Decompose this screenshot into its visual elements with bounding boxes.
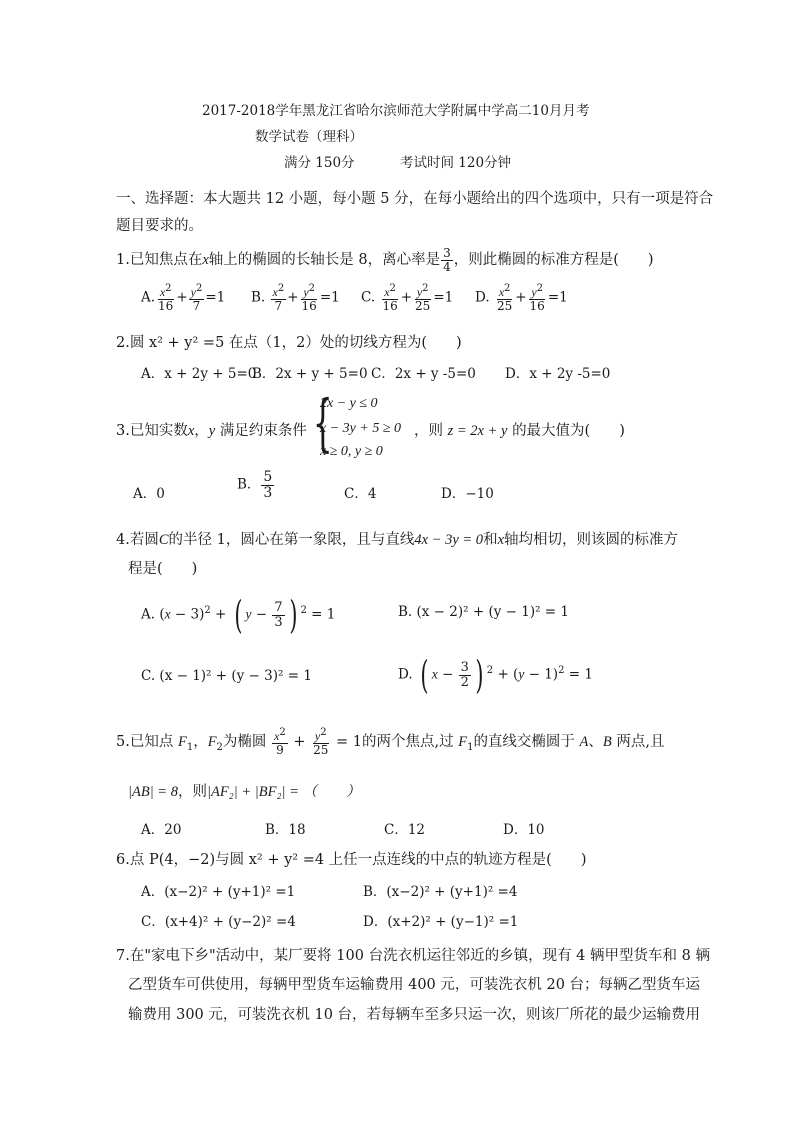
exam-time: 考试时间 120分钟 <box>400 155 512 171</box>
question-2: 2.圆 x² + y² =5 在点（1，2）处的切线方程为( ) <box>116 335 462 351</box>
question-5: 5.已知点 $F_1$，$F_2$为椭圆 $\frac{x^2}{9}$ + $\frac{y^2}{25}$ = 1的两个焦点,过 $F_1$的直线交椭圆于 A、B 两点,且 <box>116 727 665 757</box>
q2-option-b[interactable]: B．2x + y + 5=0 <box>252 366 368 382</box>
q6-option-d[interactable]: D．(x+2)² + (y−1)² =1 <box>363 914 519 930</box>
q5-option-c[interactable]: C．12 <box>384 822 426 838</box>
question-6: 6.点 P(4，−2)与圆 x² + y² =4 上任一点连线的中点的轨迹方程是( ) <box>116 852 587 868</box>
eccentricity-fraction: $\frac{3}{4}$ <box>443 246 451 274</box>
q3-option-b[interactable]: B． $\frac{5}{3}$ <box>237 469 273 501</box>
constraint-3: x ≥ 0, y ≥ 0 <box>320 444 383 459</box>
exam-subtitle: 数学试卷（理科） <box>255 129 363 145</box>
q6-option-b[interactable]: B．(x−2)² + (y+1)² =4 <box>363 884 518 900</box>
q6-option-a[interactable]: A．(x−2)² + (y+1)² =1 <box>141 884 296 900</box>
q5-option-d[interactable]: D．10 <box>503 822 545 838</box>
q5-option-a[interactable]: A．20 <box>141 822 182 838</box>
question-3: 3.已知实数x，y 满足约束条件 <box>116 423 307 439</box>
q1-option-b[interactable]: B. $\frac{x^2}{7}$ + $\frac{y^2}{16}$ =1 <box>251 283 340 313</box>
question-5-cont: |AB| = 8，则|AF₂| + |BF₂| = （ ） <box>128 784 361 800</box>
constraint-2: x − 3y + 5 ≥ 0 <box>320 421 402 436</box>
q2-option-d[interactable]: D．x + 2y -5=0 <box>505 366 611 382</box>
section-heading: 一、选择题：本大题共 12 小题，每小题 5 分，在每小题给出的四个选项中，只有一项是符合 <box>116 191 714 207</box>
q4-option-d[interactable]: D. ( x − $\frac{3}{2}$ ) $^2 + (y - 1)^2 = 1$ <box>398 653 593 697</box>
q3-option-a[interactable]: A．0 <box>133 486 165 502</box>
question-7-line-3: 输费用 300 元，可装洗衣机 10 台，若每辆车至多只运一次，则该厂所花的最少运输费用 <box>128 1007 701 1023</box>
q4-option-c[interactable]: C. (x − 1)² + (y − 3)² = 1 <box>141 668 312 684</box>
q3-option-d[interactable]: D．−10 <box>441 486 494 502</box>
q5-option-b[interactable]: B．18 <box>265 822 306 838</box>
q6-option-c[interactable]: C．(x+4)² + (y−2)² =4 <box>141 914 296 930</box>
question-4: 4.若圆C的半径 1，圆心在第一象限，且与直线4x − 3y = 0和x轴均相切，则该圆的标准方 <box>116 532 678 548</box>
constraint-1: 2x − y ≤ 0 <box>320 396 378 411</box>
full-marks: 满分 150分 <box>284 155 355 171</box>
q2-option-a[interactable]: A．x + 2y + 5=0 <box>141 366 257 382</box>
question-1: 1.已知焦点在x轴上的椭圆的长轴长是 8，离心率是 $\frac{3}{4}$ ，则此椭圆的标准方程是( ) <box>116 246 654 274</box>
section-heading-cont: 题目要求的。 <box>116 218 203 234</box>
question-4-cont: 程是( ) <box>128 561 198 577</box>
question-7: 7.在"家电下乡"活动中，某厂要将 100 台洗衣机运往邻近的乡镇，现有 4 辆甲型货车和 8 辆 <box>116 948 710 964</box>
q4-option-b[interactable]: B. (x − 2)² + (y − 1)² = 1 <box>398 604 569 620</box>
q2-option-c[interactable]: C．2x + y -5=0 <box>371 366 476 382</box>
question-3-tail: ，则 z = 2x + y 的最大值为( ) <box>414 423 625 439</box>
q1-option-c[interactable]: C. $\frac{x^2}{16}$ + $\frac{y^2}{25}$ =1 <box>361 283 454 313</box>
q1-option-d[interactable]: D. $\frac{x^2}{25}$ + $\frac{y^2}{16}$ =1 <box>475 283 568 313</box>
constraint-brace: { <box>312 386 333 459</box>
q3-option-c[interactable]: C．4 <box>344 486 377 502</box>
q4-option-a[interactable]: A. $(x - 3)^2$ + ( y − $\frac{7}{3}$ ) $^2$ = 1 <box>141 593 336 637</box>
exam-title: 2017-2018学年黑龙江省哈尔滨师范大学附属中学高二10月月考 <box>202 103 590 119</box>
q1-option-a[interactable]: A. $\frac{x^2}{16}$ + $\frac{y^2}{7}$ =1 <box>141 283 226 313</box>
question-7-line-2: 乙型货车可供使用，每辆甲型货车运输费用 400 元，可装洗衣机 20 台；每辆乙型货车运 <box>128 977 701 993</box>
